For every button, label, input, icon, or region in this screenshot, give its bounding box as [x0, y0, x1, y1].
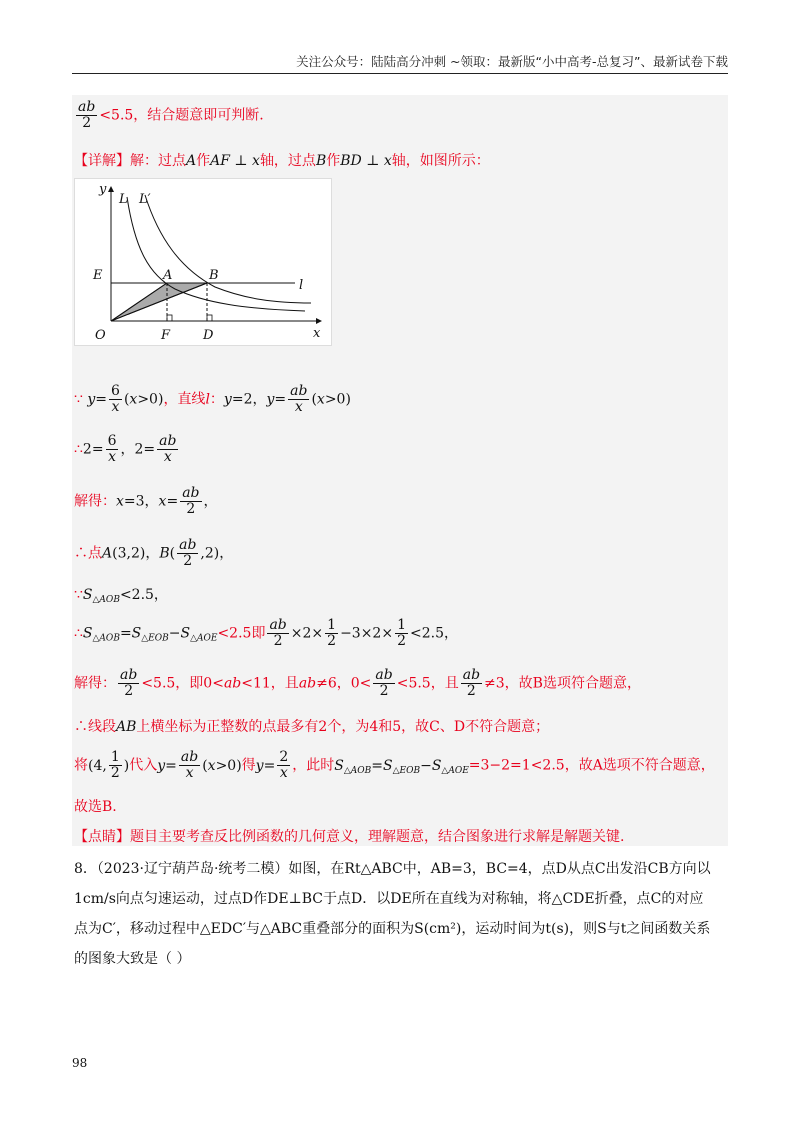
- result-text-5: ≠3，故B选项符合题意，: [484, 675, 641, 692]
- result-text-4: <5.5，且: [396, 675, 459, 692]
- result-text-3: ≠6，0<: [316, 675, 372, 692]
- fraction-ab-over-2: $\frac{ab}{2}$: [78, 99, 96, 131]
- hyperbola-figure: [74, 178, 332, 346]
- detail-tail2: 轴，如图所示：: [391, 153, 490, 169]
- label-y: y: [99, 182, 107, 197]
- area-bound-text: <2.5，: [119, 587, 168, 603]
- right-angle-f: [167, 315, 172, 321]
- result-text-2: <11，且: [241, 675, 299, 692]
- therefore-line-1: ∴2= $\frac{6}{x}$ ，2= $\frac{ab}{x}$: [74, 433, 177, 465]
- figure-svg: [75, 179, 331, 345]
- label-B: B: [209, 268, 219, 283]
- page-header: 关注公众号：陆陆高分冲刺 ~领取：最新版“小中高考-总复习”、最新试卷下载: [296, 54, 728, 69]
- question-line-4: 的图象大致是（ ）: [74, 951, 191, 967]
- label-F: F: [161, 328, 171, 343]
- points-line: ∴点A(3,2)，B( $\frac{ab}{2}$ ,2)，: [74, 537, 234, 569]
- result-label: 解得：: [74, 675, 116, 692]
- comment-line: 【点睛】题目主要考查反比例函数的几何意义，理解题意，结合图象进行求解是解题关键.: [74, 829, 625, 845]
- detail-line: 【详解】解：过点A作AF ⊥ x轴，过点B作BD ⊥ x轴，如图所示：: [74, 153, 490, 169]
- label-l: l: [299, 278, 304, 293]
- solve-line: 解得：x=3，x= $\frac{ab}{2}$ ，: [74, 485, 218, 517]
- sub-calc: =3−2=1<2.5，故A选项不符合题意，: [468, 757, 715, 774]
- because-symbol: ∵: [74, 587, 83, 603]
- page-number: 98: [72, 1056, 88, 1070]
- label-x: x: [313, 326, 321, 341]
- detail-label: 【详解】解：过点: [74, 153, 186, 169]
- question-line-1: 8．（2023·辽宁葫芦岛·统考二模）如图，在Rt△ABC中，AB=3，BC=4，点D从点C出发沿CB方向以: [74, 861, 711, 877]
- label-O: O: [95, 328, 106, 343]
- line1-text: <5.5，结合题意即可判断.: [99, 107, 264, 124]
- area-bound-line: $\because S_{\triangle AOB}<2.5$，: [74, 587, 168, 605]
- label-E: E: [93, 268, 103, 283]
- segment-line: ∴线段AB上横坐标为正整数的点最多有2个，为4和5，故C、D不符合题意；: [74, 719, 550, 735]
- sub-tail: ，此时: [292, 757, 335, 774]
- sub-label: 将: [74, 757, 88, 774]
- result-text-1: <5.5，即0<: [141, 675, 224, 692]
- sub-mid: 代入: [129, 757, 158, 774]
- segment-text: 上横坐标为正整数的点最多有2个，为4和5，故C、D不符合题意；: [136, 719, 550, 735]
- therefore-symbol: ∴: [74, 441, 83, 458]
- right-angle-d: [207, 315, 212, 321]
- substitute-line: 将(4, $\frac{1}{2}$ )代入y= $\frac{ab}{x}$ (x>0)得y= $\frac{2}{x}$ ，此时$S_{\triangle AOB}=S_{\triangle EOB}-S_{\triangle AOE}=3-2=1<2.5$，故A选项不符合题意，: [74, 749, 715, 781]
- point-label: ∴点: [74, 545, 102, 562]
- sub-get: 得: [241, 757, 256, 774]
- question-line-2: 1cm/s向点匀速运动，过点D作DE⊥BC于点D．以DE所在直线为对称轴，将△CDE折叠，点C的对应: [74, 891, 704, 907]
- detail-tail: 轴，过点: [259, 153, 316, 169]
- label-L-prime: L′: [139, 192, 151, 207]
- result-line: 解得： $\frac{ab}{2}$ <5.5，即0<ab<11，且ab≠6，0< $\frac{ab}{2}$ <5.5，且 $\frac{ab}{2}$ ≠3，故B选项符合题意，: [74, 667, 641, 699]
- area-mid-text: <2.5即: [217, 625, 266, 642]
- label-D: D: [203, 328, 214, 343]
- because-line: ∵ y= $\frac{6}{x}$ (x>0)，直线l：y=2，y= $\frac{ab}{x}$ (x>0): [74, 383, 351, 415]
- label-A: A: [163, 268, 173, 283]
- solution-line-1: [74, 100, 264, 131]
- label-L: L: [119, 192, 128, 207]
- header-rule: [72, 73, 728, 74]
- area-formula-line: $\therefore S_{\triangle AOB}=S_{\triangle EOB}-S_{\triangle AOE}<2.5$即 $\frac{ab}{2}$ ×2× $\frac{1}{2}$ −3×2× $\frac{1}{2}$ <2.5，: [74, 617, 458, 649]
- area-tail-text: <2.5，: [410, 625, 458, 642]
- answer-line: 故选B.: [74, 799, 117, 815]
- solve-label: 解得：: [74, 493, 116, 510]
- line-word: 直线: [177, 391, 206, 408]
- question-line-3: 点为C′，移动过程中△EDC′与△ABC重叠部分的面积为S(cm²)，运动时间为t(s)，则S与t之间函数关系: [74, 921, 711, 937]
